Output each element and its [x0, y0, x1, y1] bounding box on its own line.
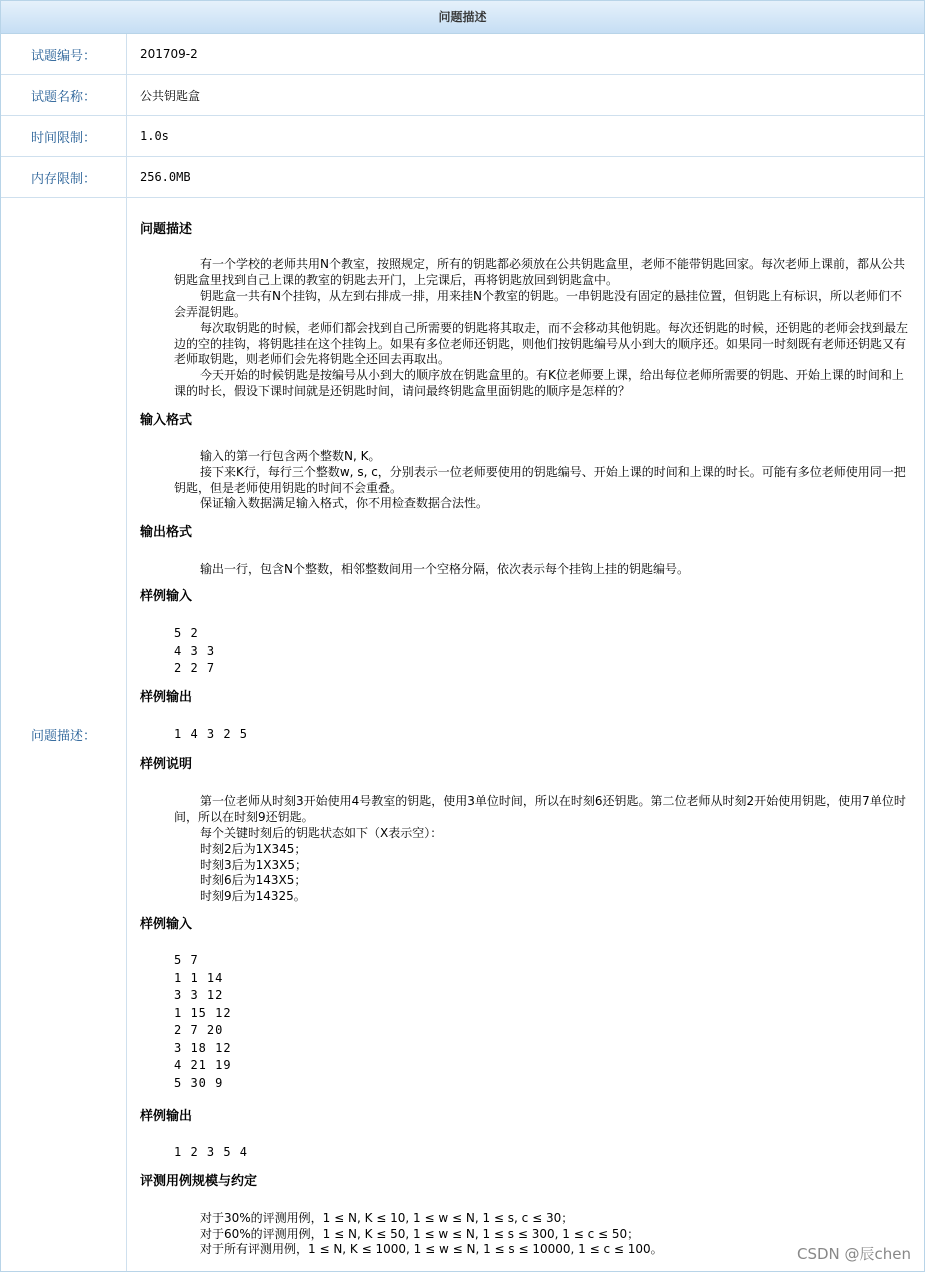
problem-paragraph: 每次取钥匙的时候，老师们都会找到自己所需要的钥匙将其取走，而不会移动其他钥匙。每次还钥匙的时候，还钥匙的老师会找到最左边的空的挂钩，将钥匙挂在这个挂钩上。如果有多位老师还钥匙，则他们按钥匙编号从小到大的顺序还。如果同一时刻既有老师还钥匙又有老师取钥匙，则老师们会先将钥匙全还回去再取出。 — [174, 321, 909, 366]
row-label: 问题描述： — [1, 198, 127, 1271]
state-line: 时刻3后为1X3X5； — [200, 857, 307, 872]
code-line: 1 1 14 — [174, 970, 224, 985]
section-title-sample-output-2: 样例输出 — [140, 1109, 193, 1124]
row-problem-id — [1, 34, 924, 75]
code-line: 5 2 — [174, 626, 199, 640]
sample-output-1 — [174, 726, 248, 744]
row-memory-limit — [1, 157, 924, 198]
section-title-explanation: 样例说明 — [140, 757, 193, 772]
sample-input-1 — [174, 625, 215, 678]
section-title-sample-input-1: 样例输入 — [140, 589, 193, 604]
row-label: 试题编号： — [1, 34, 127, 74]
state-line: 时刻2后为1X345； — [200, 842, 307, 856]
state-line: 时刻6后为143X5； — [200, 873, 307, 887]
explanation-paragraph: 第一位老师从时刻3开始使用4号教室的钥匙，使用3单位时间，所以在时刻6还钥匙。第二位老师从时刻2开始使用钥匙，使用7单位时间，所以在时刻9还钥匙。 — [174, 794, 906, 824]
problem-paragraph: 有一个学校的老师共用N个教室，按照规定，所有的钥匙都必须放在公共钥匙盒里，老师不能带钥匙回家。每次老师上课前，都从公共钥匙盒里找到自己上课的教室的钥匙去开门，上完课后，再将钥匙放回到钥匙盒中。 — [174, 257, 905, 287]
input-paragraph: 接下来K行，每行三个整数w, s, c，分别表示一位老师要使用的钥匙编号、开始上课的时间和上课的时长。可能有多位老师使用同一把钥匙，但是老师使用钥匙的时间不会重叠。 — [174, 465, 906, 495]
code-line: 2 7 20 — [174, 1023, 224, 1037]
code-line: 4 21 19 — [174, 1058, 232, 1072]
code-line: 3 3 12 — [174, 988, 224, 1002]
row-value: 201709-2 — [140, 47, 198, 61]
row-label: 时间限制： — [1, 116, 127, 156]
section-title-problem: 问题描述 — [140, 222, 193, 237]
sample-output-2 — [174, 1144, 248, 1162]
code-line: 1 2 3 5 4 — [174, 1145, 249, 1159]
table-header: 问题描述 — [1, 1, 924, 34]
row-value: 1.0s — [140, 129, 169, 143]
constraint-line: 对于60%的评测用例，1 ≤ N, K ≤ 50, 1 ≤ w ≤ N, 1 ≤ s ≤ 300, 1 ≤ c ≤ 50； — [200, 1226, 640, 1241]
problem-paragraph: 今天开始的时候钥匙是按编号从小到大的顺序放在钥匙盒里的。有K位老师要上课，给出每位老师所需要的钥匙、开始上课的时间和上课的时长，假设下课时间就是还钥匙时间，请问最终钥匙盒里面钥匙的顺序是怎样的？ — [174, 368, 904, 398]
constraint-line: 对于30%的评测用例，1 ≤ N, K ≤ 10, 1 ≤ w ≤ N, 1 ≤ s, c ≤ 30； — [200, 1211, 574, 1225]
row-problem-name — [1, 75, 924, 116]
code-line: 5 30 9 — [174, 1075, 224, 1090]
code-line: 2 2 7 — [174, 661, 216, 675]
explanation-states — [200, 842, 307, 904]
section-title-input: 输入格式 — [140, 413, 193, 428]
section-title-sample-output-1: 样例输出 — [140, 690, 193, 705]
section-title-sample-input-2: 样例输入 — [140, 917, 193, 932]
code-line: 3 18 12 — [174, 1040, 232, 1055]
row-time-limit — [1, 116, 924, 157]
scale-constraints — [200, 1211, 663, 1258]
section-title-scale: 评测用例规模与约定 — [140, 1174, 258, 1189]
row-label: 内存限制： — [1, 157, 127, 197]
input-paragraph: 输入的第一行包含两个整数N, K。 — [200, 449, 381, 463]
code-line: 1 4 3 2 5 — [174, 727, 249, 741]
state-line: 时刻9后为14325。 — [200, 888, 306, 903]
row-value: 256.0MB — [140, 170, 191, 184]
code-line: 4 3 3 — [174, 643, 216, 658]
constraint-line: 对于所有评测用例，1 ≤ N, K ≤ 1000, 1 ≤ w ≤ N, 1 ≤ s ≤ 10000, 1 ≤ c ≤ 100。 — [200, 1242, 663, 1256]
output-paragraph: 输出一行，包含N个整数，相邻整数间用一个空格分隔，依次表示每个挂钩上挂的钥匙编号。 — [200, 562, 689, 576]
problem-paragraph: 钥匙盒一共有N个挂钩，从左到右排成一排，用来挂N个教室的钥匙。一串钥匙没有固定的悬挂位置，但钥匙上有标识，所以老师们不会弄混钥匙。 — [174, 289, 902, 319]
input-paragraph: 保证输入数据满足输入格式，你不用检查数据合法性。 — [200, 496, 489, 510]
code-line: 5 7 — [174, 953, 199, 967]
row-value: 公共钥匙盒 — [140, 88, 201, 103]
section-title-output: 输出格式 — [140, 525, 193, 540]
code-line: 1 15 12 — [174, 1005, 232, 1020]
row-label: 试题名称： — [1, 75, 127, 115]
sample-input-2 — [174, 952, 232, 1092]
row-description — [1, 198, 924, 1271]
explanation-paragraph: 每个关键时刻后的钥匙状态如下（X表示空）： — [200, 826, 443, 840]
csdn-watermark: CSDN @辰chen — [796, 1245, 911, 1263]
